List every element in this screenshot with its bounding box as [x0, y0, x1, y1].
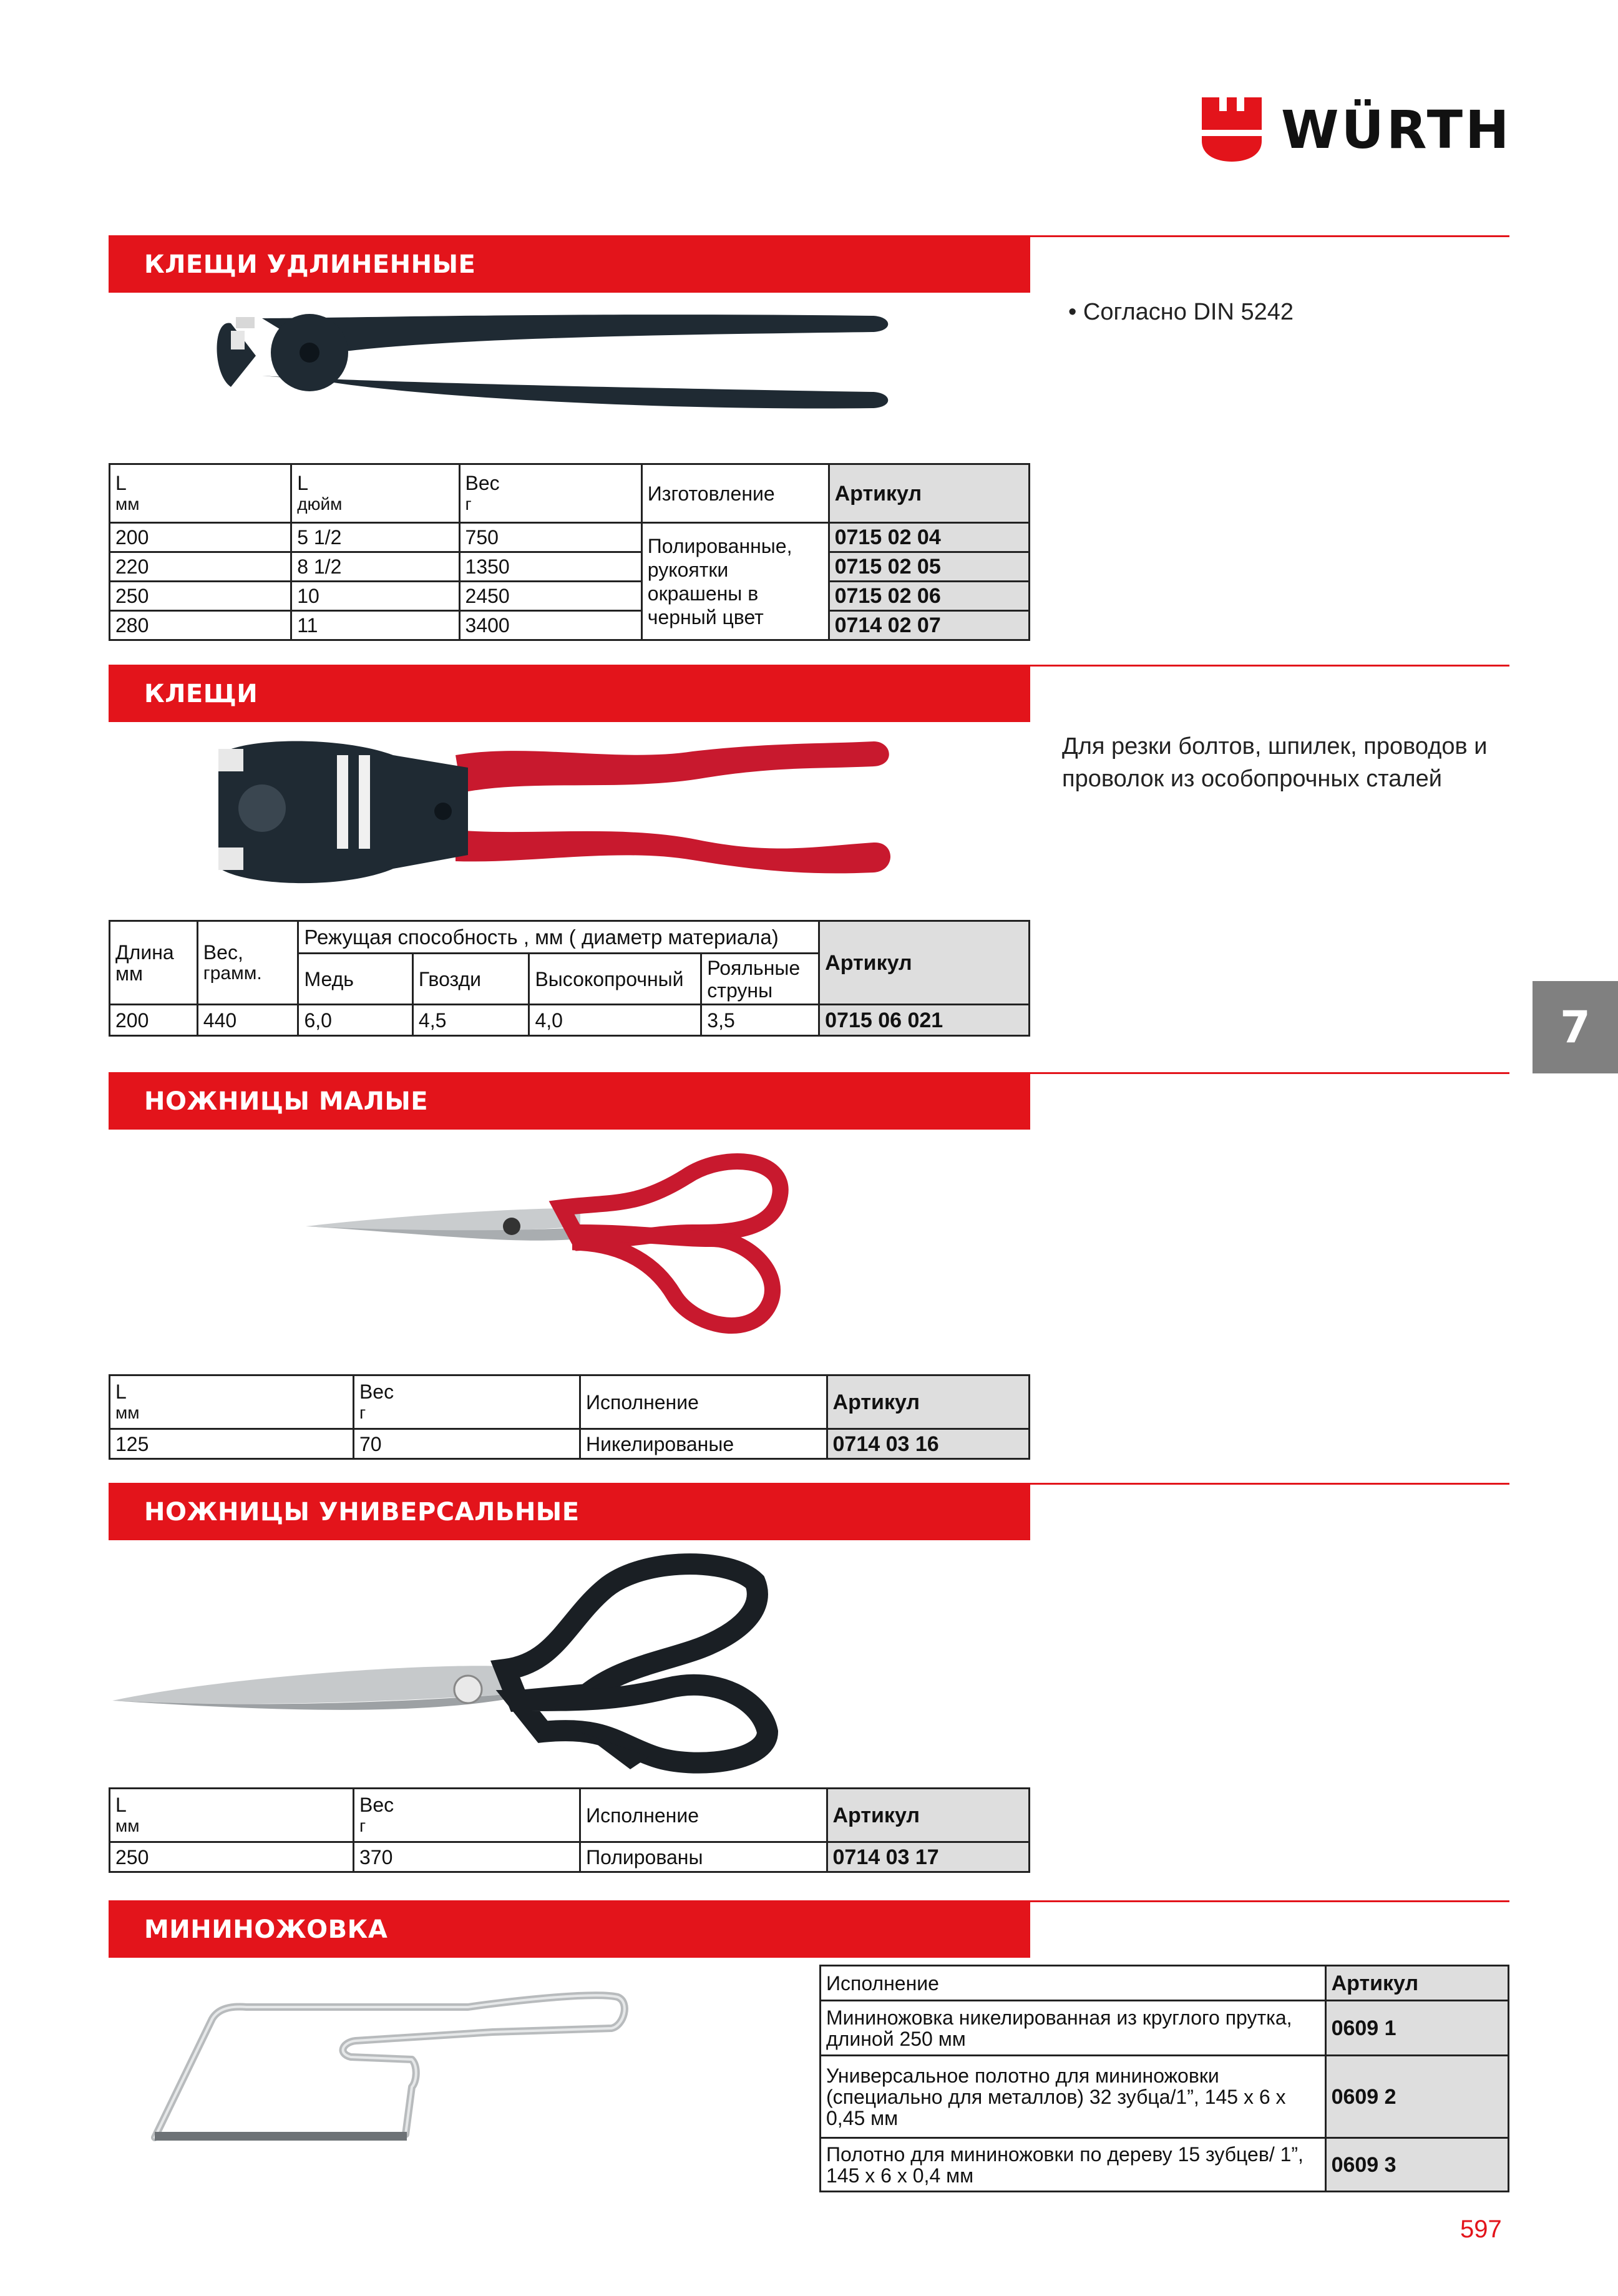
cell: 220 — [110, 552, 291, 582]
col-header-length-inch: L дюйм — [291, 464, 459, 523]
mini-hacksaw-image — [144, 1972, 799, 2159]
cell: 4,0 — [529, 1005, 701, 1036]
col-header-finish: Исполнение — [580, 1789, 827, 1842]
cell: 370 — [354, 1842, 580, 1872]
col-header-length-mm: L мм — [110, 464, 291, 523]
page-number: 597 — [1460, 2215, 1502, 2243]
cell: 70 — [353, 1429, 580, 1459]
cell: 5 1/2 — [291, 523, 459, 552]
article-cell: 0609 1 — [1325, 2001, 1508, 2056]
small-scissors-table — [109, 1374, 1030, 1460]
cell: 1350 — [459, 552, 641, 582]
cell: Полированы — [580, 1842, 827, 1872]
long-pincers-table — [109, 463, 1030, 641]
mini-hacksaw-table — [819, 1965, 1509, 2192]
col-header-weight: Вес, грамм. — [197, 921, 298, 1005]
brand-name: WÜRTH — [1281, 99, 1512, 160]
cell: 3400 — [459, 611, 641, 640]
col-header-finish: Исполнение — [580, 1375, 827, 1429]
section-header-mini-hacksaw — [109, 1900, 1030, 1958]
col-header-nails: Гвозди — [412, 954, 529, 1005]
article-cell: 0714 03 16 — [827, 1429, 1029, 1459]
section-divider — [1030, 235, 1509, 237]
note-text: Согласно DIN 5242 — [1083, 299, 1294, 325]
article-cell: 0714 02 07 — [829, 611, 1029, 640]
cell: Полотно для мининожовки по дереву 15 зубцев/ 1”, 145 x 6 x 0,4 мм — [821, 2138, 1326, 2192]
finish-cell: Полированные, рукоятки окрашены в черный цвет — [641, 523, 829, 640]
col-header-article: Артикул — [819, 921, 1030, 1005]
cell: 10 — [291, 582, 459, 611]
col-header-piano-wire: Рояльные струны — [701, 954, 819, 1005]
cell: 200 — [110, 523, 291, 552]
article-cell: 0715 02 05 — [829, 552, 1029, 582]
section-header-small-scissors — [109, 1072, 1030, 1130]
col-header-capacity: Режущая способность , мм ( диаметр материала) — [298, 921, 819, 954]
article-cell: 0715 06 021 — [819, 1005, 1030, 1036]
cell: 440 — [197, 1005, 298, 1036]
col-header-copper: Медь — [298, 954, 412, 1005]
section-title: НОЖНИЦЫ УНИВЕРСАЛЬНЫЕ — [144, 1498, 580, 1527]
description-text: Для резки болтов, шпилек, проводов и проволок из особопрочных сталей — [1062, 733, 1488, 792]
cell: Универсальное полотно для мининожовки (специально для металлов) 32 зубца/1”, 145 x 6 x 0,45 мм — [821, 2056, 1326, 2138]
section-divider — [1030, 1483, 1509, 1485]
section-title: КЛЕЩИ УДЛИНЕННЫЕ — [144, 250, 476, 279]
cell: 3,5 — [701, 1005, 819, 1036]
cell: 8 1/2 — [291, 552, 459, 582]
section-title: КЛЕЩИ — [144, 680, 258, 708]
universal-scissors-table — [109, 1787, 1030, 1873]
cell: Никелированые — [580, 1429, 827, 1459]
section-divider — [1030, 1900, 1509, 1902]
col-header-weight: Вес г — [353, 1375, 580, 1429]
article-cell: 0609 2 — [1325, 2056, 1508, 2138]
cell: 250 — [110, 1842, 354, 1872]
cell: 750 — [459, 523, 641, 552]
col-header-article: Артикул — [829, 464, 1029, 523]
article-cell: 0715 02 04 — [829, 523, 1029, 552]
col-header-length: L мм — [110, 1789, 354, 1842]
article-cell: 0714 03 17 — [827, 1842, 1030, 1872]
note-din — [1068, 296, 1294, 328]
col-header-weight: Вес г — [354, 1789, 580, 1842]
long-pincers-image — [187, 293, 911, 443]
cell: 11 — [291, 611, 459, 640]
cell: Мининожовка никелированная из круглого прутка, длиной 250 мм — [821, 2001, 1326, 2056]
universal-scissors-image — [106, 1545, 799, 1782]
cell: 2450 — [459, 582, 641, 611]
pincers-table — [109, 920, 1030, 1037]
chapter-tab: 7 — [1533, 981, 1618, 1073]
col-header-article: Артикул — [827, 1789, 1030, 1842]
cell: 280 — [110, 611, 291, 640]
section-header-pincers — [109, 665, 1030, 722]
cell: 200 — [110, 1005, 198, 1036]
section-header-universal-scissors — [109, 1483, 1030, 1540]
cell: 4,5 — [412, 1005, 529, 1036]
cell: 250 — [110, 582, 291, 611]
col-header-length: Длина мм — [110, 921, 198, 1005]
col-header-weight: Вес г — [459, 464, 641, 523]
section-header-long-pincers — [109, 235, 1030, 293]
wurth-logo-icon — [1202, 97, 1262, 162]
col-header-article: Артикул — [827, 1375, 1029, 1429]
col-header-length: L мм — [110, 1375, 354, 1429]
small-scissors-image — [287, 1139, 824, 1345]
section-title: НОЖНИЦЫ МАЛЫЕ — [144, 1087, 429, 1116]
section-divider — [1030, 1072, 1509, 1074]
article-cell: 0609 3 — [1325, 2138, 1508, 2192]
pincers-image — [181, 730, 911, 899]
col-header-finish: Исполнение — [821, 1966, 1326, 2001]
col-header-high-strength: Высокопрочный — [529, 954, 701, 1005]
col-header-article: Артикул — [1325, 1966, 1508, 2001]
col-header-finish: Изготовление — [641, 464, 829, 523]
section-title: МИНИНОЖОВКА — [144, 1915, 388, 1944]
article-cell: 0715 02 06 — [829, 582, 1029, 611]
bullet-icon: • — [1068, 299, 1083, 325]
wurth-logo — [1202, 97, 1514, 162]
cell: 125 — [110, 1429, 354, 1459]
section-divider — [1030, 665, 1509, 667]
cell: 6,0 — [298, 1005, 412, 1036]
